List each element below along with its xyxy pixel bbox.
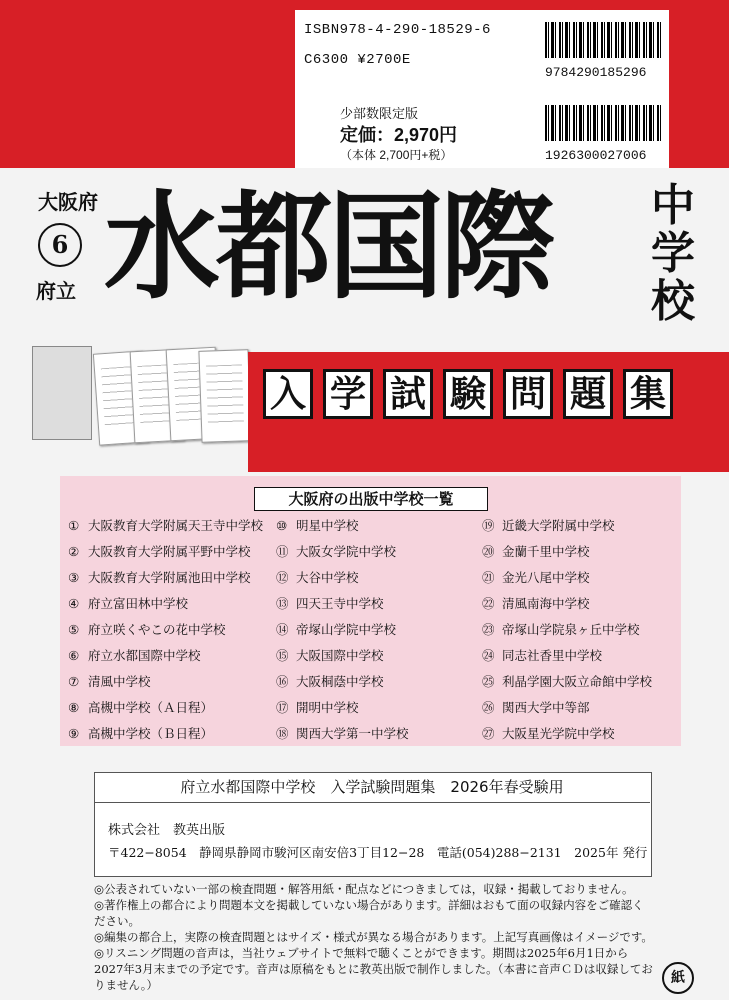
list-item [276, 669, 481, 695]
exam-title-char: 入 [263, 369, 313, 419]
list-item [482, 565, 687, 591]
list-item-number: ⑮ [276, 648, 289, 663]
list-item-number: ⑩ [276, 518, 288, 533]
list-item-number: ⑲ [482, 518, 495, 533]
list-item [68, 539, 273, 565]
list-item [276, 617, 481, 643]
school-list-title: 大阪府の出版中学校一覧 [254, 487, 488, 511]
list-item-name: 大阪桐蔭中学校 [296, 674, 384, 689]
list-item [276, 643, 481, 669]
list-item [482, 721, 687, 747]
list-item-number: ㉖ [482, 700, 495, 715]
notes-section [94, 881, 654, 993]
list-item-number: ⑨ [68, 726, 80, 741]
limited-edition-label: 少部数限定版 [340, 106, 419, 121]
barcode-price [545, 105, 663, 141]
list-item [68, 513, 273, 539]
list-item-name: 帝塚山学院泉ヶ丘中学校 [502, 622, 640, 637]
list-item-name: 高槻中学校（Ｂ日程） [88, 726, 214, 741]
list-item-number: ① [68, 518, 80, 533]
list-item-number: ⑰ [276, 700, 289, 715]
list-item-number: ⑱ [276, 726, 289, 741]
info-divider [94, 802, 650, 803]
list-item-name: 大阪教育大学附属池田中学校 [88, 570, 251, 585]
price-detail: （本体 2,700円+税） [340, 148, 453, 162]
price-label: 定価：2,970円 [340, 125, 458, 145]
list-item [276, 695, 481, 721]
note-item: ◎編集の都合上，実際の検査問題とはサイズ・様式が異なる場合があります。上記写真画像はイメージです。 [94, 930, 653, 944]
list-item-number: ⑧ [68, 700, 80, 715]
c-price-code: C6300 ¥2700E [304, 52, 411, 68]
list-item-name: 明星中学校 [296, 518, 359, 533]
list-item-number: ⑫ [276, 570, 289, 585]
list-item-name: 府立水都国際中学校 [88, 648, 201, 663]
list-item [68, 695, 273, 721]
exam-title-char: 験 [443, 369, 493, 419]
sample-sheet [198, 349, 251, 443]
list-item [68, 591, 273, 617]
list-item [482, 513, 687, 539]
sample-cover-thumbnail [32, 346, 92, 440]
list-item-number: ⑥ [68, 648, 80, 663]
list-item [276, 591, 481, 617]
exam-title-char: 学 [323, 369, 373, 419]
list-item-name: 高槻中学校（Ａ日程） [88, 700, 214, 715]
list-item-name: 府立富田林中学校 [88, 596, 189, 611]
list-item [482, 617, 687, 643]
list-item-name: 同志社香里中学校 [502, 648, 603, 663]
list-item [276, 565, 481, 591]
list-item [482, 669, 687, 695]
list-item-name: 関西大学第一中学校 [296, 726, 409, 741]
list-item-number: ㉗ [482, 726, 495, 741]
sample-pages-image [32, 342, 247, 460]
list-item-number: ㉕ [482, 674, 495, 689]
school-name-title: 水都国際 [104, 179, 552, 315]
note-item: ◎公表されていない一部の検査問題・解答用紙・配点などにつきましては，収録・掲載しておりません。 [94, 882, 634, 896]
school-list-column-1 [68, 513, 273, 747]
prefecture-label: 大阪府 [38, 190, 98, 214]
list-item [276, 513, 481, 539]
list-item-number: ㉑ [482, 570, 495, 585]
list-item-number: ⑯ [276, 674, 289, 689]
list-item-name: 四天王寺中学校 [296, 596, 384, 611]
list-item [482, 695, 687, 721]
list-item-number: ⑳ [482, 544, 495, 559]
publication-title: 府立水都国際中学校 入学試験問題集 2026年春受験用 [180, 778, 564, 796]
list-item-name: 利晶学園大阪立命館中学校 [502, 674, 653, 689]
list-item-number: ③ [68, 570, 80, 585]
list-item-name: 府立咲くやこの花中学校 [88, 622, 226, 637]
list-item-name: 大阪国際中学校 [296, 648, 384, 663]
list-item-name: 大谷中学校 [296, 570, 359, 585]
exam-title-char: 題 [563, 369, 613, 419]
list-item [68, 643, 273, 669]
paper-recycle-icon: 紙 [662, 962, 694, 994]
list-item-number: ⑬ [276, 596, 289, 611]
barcode-price-number: 1926300027006 [545, 148, 647, 163]
list-item-number: ㉓ [482, 622, 495, 637]
school-suffix: 中学校 [651, 180, 695, 327]
list-item [276, 721, 481, 747]
list-item-name: 金蘭千里中学校 [502, 544, 590, 559]
school-list-column-3 [482, 513, 687, 747]
list-item [68, 669, 273, 695]
exam-title-char: 試 [383, 369, 433, 419]
exam-title-char: 集 [623, 369, 673, 419]
list-item [276, 539, 481, 565]
list-item-name: 大阪教育大学附属平野中学校 [88, 544, 251, 559]
publisher-address: 〒422−8054 静岡県静岡市駿河区南安倍3丁目12−28 電話(054)288−2131 2025年 発行 [108, 845, 648, 860]
list-item [68, 565, 273, 591]
school-type-label: 府立 [36, 279, 76, 303]
list-item-name: 帝塚山学院中学校 [296, 622, 397, 637]
publisher-name: 株式会社 教英出版 [108, 823, 226, 838]
list-item-number: ⑪ [276, 544, 289, 559]
school-list-column-2 [276, 513, 481, 747]
exam-title [263, 369, 683, 419]
list-item [68, 721, 273, 747]
list-item-number: ㉒ [482, 596, 495, 611]
list-item-number: ⑤ [68, 622, 80, 637]
list-item-number: ㉔ [482, 648, 495, 663]
list-item-name: 大阪星光学院中学校 [502, 726, 615, 741]
list-item-name: 開明中学校 [296, 700, 359, 715]
isbn-text: ISBN978-4-290-18529-6 [304, 22, 491, 38]
list-item-number: ④ [68, 596, 80, 611]
list-item-name: 大阪女学院中学校 [296, 544, 397, 559]
list-item [482, 643, 687, 669]
note-item: ◎リスニング問題の音声は，当社ウェブサイトで無料で聴くことができます。期間は2025年6月1日から2027年3月末までの予定です。音声は原稿をもとに教英出版で制作しました。（本書に音声ＣＤは収録しておりません。） [94, 946, 653, 992]
list-item-number: ② [68, 544, 80, 559]
exam-title-char: 問 [503, 369, 553, 419]
prefecture-number-badge: 6 [38, 223, 82, 267]
note-item: ◎著作権上の都合により問題本文を掲載していない場合があります。詳細はおもて面の収録内容をご確認ください。 [94, 898, 644, 928]
barcode-isbn [545, 22, 663, 58]
list-item-name: 大阪教育大学附属天王寺中学校 [88, 518, 264, 533]
list-item-name: 清風中学校 [88, 674, 151, 689]
list-item [68, 617, 273, 643]
list-item-name: 近畿大学附属中学校 [502, 518, 615, 533]
list-item-name: 関西大学中等部 [502, 700, 590, 715]
list-item-name: 金光八尾中学校 [502, 570, 590, 585]
list-item [482, 591, 687, 617]
barcode-isbn-number: 9784290185296 [545, 65, 647, 80]
list-item-number: ⑦ [68, 674, 80, 689]
list-item [482, 539, 687, 565]
list-item-number: ⑭ [276, 622, 289, 637]
list-item-name: 清風南海中学校 [502, 596, 590, 611]
